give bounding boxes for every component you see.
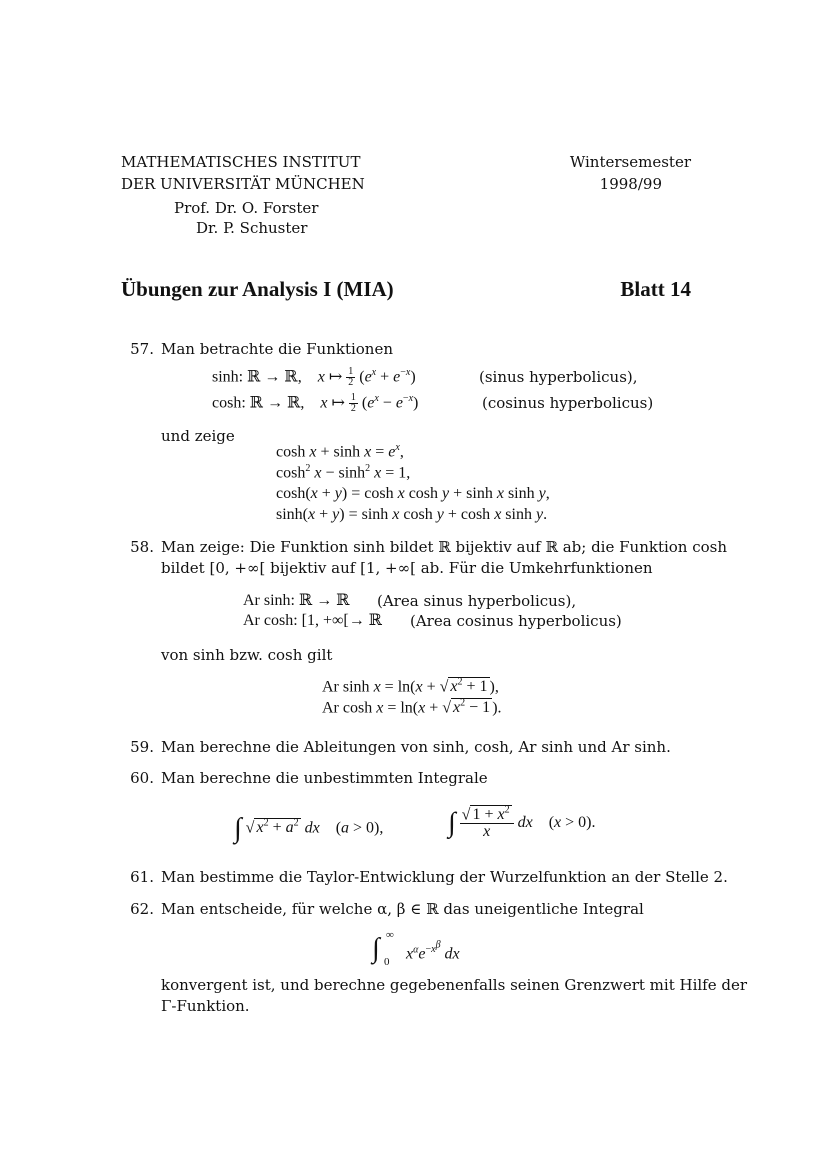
exercise-number-59: 59.: [130, 738, 154, 756]
exercise-number-57: 57.: [130, 340, 154, 358]
arsinh-name: (Area sinus hyperbolicus),: [377, 592, 577, 610]
semester-year: 1998/99: [599, 175, 662, 193]
semester-label: Wintersemester: [569, 153, 691, 171]
identity-4: sinh(x + y) = sinh x cosh y + cosh x sinh y.: [276, 506, 548, 523]
sinh-definition: sinh: ℝ → ℝ, x ↦ $\frac{1}{2}$ $(e^x + e^{-x})$: [212, 366, 416, 389]
exercise-number-62: 62.: [130, 900, 154, 918]
page-title: Übungen zur Analysis I (MIA): [121, 277, 394, 301]
integral-1: ∫ √ $x^2 + a^2$ dx (a > 0),: [234, 813, 384, 844]
identity-1: $\cosh x + \sinh x = e^x$,: [276, 442, 404, 461]
arcosh-mapping: Ar cosh: [1, +∞[→ ℝ: [243, 612, 383, 629]
cosh-name: (cosinus hyperbolicus): [482, 394, 654, 412]
professor-name: Prof. Dr. O. Forster: [174, 199, 319, 217]
exercise-62-text: Man entscheide, für welche α, β ∈ ℝ das uneigentliche Integral: [161, 900, 644, 918]
cosh-definition: cosh: ℝ → ℝ, x ↦ $\frac{1}{2}$ $(e^x - e^{-x})$: [212, 392, 419, 415]
identity-2: $\cosh^2 x - \sinh^2 x = 1$,: [276, 463, 411, 482]
arsinh-formula: Ar sinh x = ln(x + √ $x^2 + 1$ ),: [322, 677, 499, 696]
exercise-58-then: von sinh bzw. cosh gilt: [161, 646, 333, 664]
exercise-number-61: 61.: [130, 868, 154, 886]
exercise-62-after-2: Γ-Funktion.: [161, 997, 250, 1015]
arcosh-formula: Ar cosh x = ln(x + √ $x^2 - 1$ ).: [322, 698, 502, 717]
arcosh-name: (Area cosinus hyperbolicus): [410, 612, 622, 630]
exercise-60-text: Man berechne die unbestimmten Integrale: [161, 769, 488, 787]
exercise-58-line-1: Man zeige: Die Funktion sinh bildet ℝ bijektiv auf ℝ ab; die Funktion cosh: [161, 538, 728, 556]
institute-line-1: MATHEMATISCHES INSTITUT: [121, 153, 361, 171]
exercise-59-text: Man berechne die Ableitungen von sinh, cosh, Ar sinh und Ar sinh.: [161, 738, 671, 756]
exercise-number-58: 58.: [130, 538, 154, 556]
exercise-57-show: und zeige: [161, 427, 235, 445]
exercise-number-60: 60.: [130, 769, 154, 787]
arsinh-mapping: Ar sinh: ℝ → ℝ: [243, 592, 350, 609]
improper-integral: ∫ ∞ 0 $x^\alpha e^{-x^\beta}$ dx: [372, 929, 460, 968]
exercise-62-after-1: konvergent ist, und berechne gegebenenfalls seinen Grenzwert mit Hilfe der: [161, 976, 748, 994]
integral-2: ∫ $\frac{√ 1 + x^2}{x}$ dx (x > 0).: [448, 805, 596, 841]
institute-line-2: DER UNIVERSITÄT MÜNCHEN: [121, 175, 365, 193]
sinh-name: (sinus hyperbolicus),: [479, 368, 638, 386]
exercise-57-intro: Man betrachte die Funktionen: [161, 340, 394, 358]
exercise-58-line-2: bildet [0, +∞[ bijektiv auf [1, +∞[ ab. Für die Umkehrfunktionen: [161, 559, 653, 577]
assistant-name: Dr. P. Schuster: [196, 219, 308, 237]
exercise-61-text: Man bestimme die Taylor-Entwicklung der Wurzelfunktion an der Stelle 2.: [161, 868, 728, 886]
sheet-number: Blatt 14: [620, 277, 691, 301]
identity-3: cosh(x + y) = cosh x cosh y + sinh x sinh y,: [276, 485, 550, 502]
